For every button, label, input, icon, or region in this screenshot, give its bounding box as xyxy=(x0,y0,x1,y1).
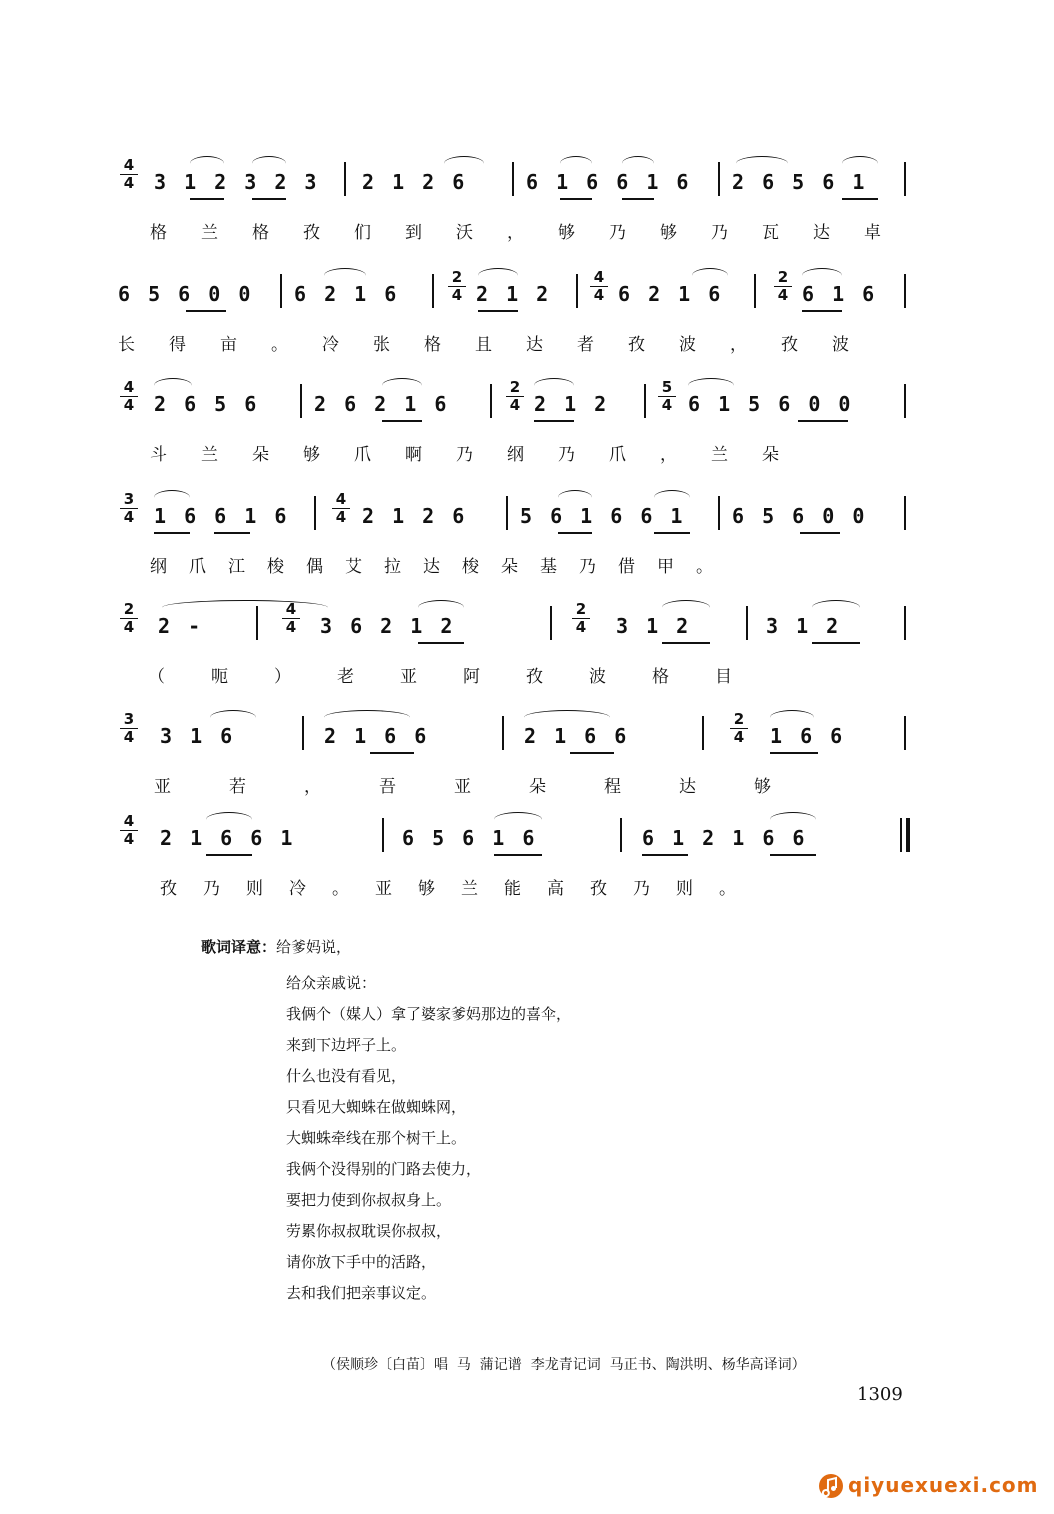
slur xyxy=(190,156,224,171)
translation-line: 来到下边坪子上。 xyxy=(286,1036,407,1054)
measure: 6 5 6 0 0 xyxy=(732,504,868,528)
slur xyxy=(558,490,592,505)
time-signature: $\frac{4}{4}$ xyxy=(120,814,138,847)
slur xyxy=(802,268,842,283)
notes-line xyxy=(118,156,918,212)
underline xyxy=(622,198,654,200)
measure: 2 6 5 6 1 xyxy=(732,170,868,194)
measure: 6 2 1 6 xyxy=(618,282,724,306)
underline xyxy=(570,752,614,754)
slur xyxy=(654,490,690,505)
underline xyxy=(186,310,226,312)
slur xyxy=(534,378,574,393)
lyric-line: 长得亩。冷张格且达者孜波，孜波 xyxy=(118,335,883,355)
underline xyxy=(560,198,592,200)
slur xyxy=(154,378,192,393)
slur xyxy=(524,710,610,725)
measure: 6 1 5 6 0 0 xyxy=(688,392,854,416)
slur xyxy=(736,156,788,171)
measure: 6 1 2 1 6 6 xyxy=(642,826,808,850)
slur xyxy=(154,490,190,505)
slur xyxy=(382,378,422,393)
measure: 2 1 6 6 1 xyxy=(160,826,296,850)
slur xyxy=(324,268,366,283)
lyric-line: 格兰格孜们到沃，够乃够乃瓦达卓 xyxy=(150,223,915,243)
slur xyxy=(494,812,542,827)
underline xyxy=(206,854,252,856)
notes-line xyxy=(118,600,918,656)
time-signature: $\frac{4}{4}$ xyxy=(332,492,350,525)
underline xyxy=(642,854,688,856)
slur xyxy=(478,268,518,283)
time-signature: $\frac{3}{4}$ xyxy=(120,492,138,525)
barline xyxy=(904,274,906,308)
measure: 2 1 2 6 xyxy=(362,170,468,194)
underline xyxy=(802,310,842,312)
barline xyxy=(314,496,316,530)
measure: 6 1 6 xyxy=(802,282,878,306)
translation-label: 歌词译意： xyxy=(201,938,277,956)
underline xyxy=(382,420,422,422)
slur xyxy=(206,812,252,827)
notes-line xyxy=(118,268,918,324)
translation-line: 只看见大蜘蛛在做蜘蛛网， xyxy=(286,1098,467,1116)
barline xyxy=(550,606,552,640)
underline xyxy=(478,310,518,312)
time-signature: $\frac{2}{4}$ xyxy=(448,270,466,303)
notes-line xyxy=(118,812,918,868)
barline xyxy=(344,162,346,196)
final-barline xyxy=(900,818,902,852)
slur xyxy=(662,600,710,615)
underline xyxy=(190,198,224,200)
page-number: 1309 xyxy=(857,1384,903,1405)
time-signature: $\frac{4}{4}$ xyxy=(120,158,138,191)
score-row-1 xyxy=(0,156,1054,266)
translation-line: 什么也没有看见， xyxy=(286,1067,407,1085)
barline xyxy=(576,274,578,308)
translation-line: 请你放下手中的活路， xyxy=(286,1253,437,1271)
time-signature: $\frac{2}{4}$ xyxy=(730,712,748,745)
lyric-line: 孜乃则冷。亚够兰能高孜乃则。 xyxy=(160,879,762,899)
measure: 2 1 2 xyxy=(534,392,610,416)
measure: 6 5 6 0 0 xyxy=(118,282,254,306)
barline xyxy=(754,274,756,308)
lyric-line: 亚若，吾亚朵程达够 xyxy=(154,777,829,797)
underline xyxy=(418,642,464,644)
measure: 2 6 5 6 xyxy=(154,392,260,416)
barline xyxy=(904,606,906,640)
underline xyxy=(370,752,414,754)
barline xyxy=(620,818,622,852)
measure: 2 1 2 xyxy=(476,282,552,306)
barline xyxy=(490,384,492,418)
barline xyxy=(300,384,302,418)
music-note-icon xyxy=(818,1473,844,1499)
slur xyxy=(324,710,410,725)
translation-line: 我俩个没得别的门路去使力， xyxy=(286,1160,482,1178)
barline xyxy=(280,274,282,308)
translation-line: 大蜘蛛牵线在那个树干上。 xyxy=(286,1129,467,1147)
score-row-3 xyxy=(0,378,1054,488)
translation-line: 劳累你叔叔耽误你叔叔， xyxy=(286,1222,452,1240)
score-row-7 xyxy=(0,812,1054,922)
barline xyxy=(502,716,504,750)
time-signature: $\frac{2}{4}$ xyxy=(120,602,138,635)
underline xyxy=(252,198,286,200)
underline xyxy=(154,532,190,534)
barline xyxy=(512,162,514,196)
barline xyxy=(644,384,646,418)
slur xyxy=(444,156,484,171)
barline xyxy=(718,162,720,196)
slur xyxy=(842,156,878,171)
measure: 3 1 6 xyxy=(160,724,236,748)
measure: 2 6 2 1 6 xyxy=(314,392,450,416)
time-signature: $\frac{3}{4}$ xyxy=(120,712,138,745)
slur xyxy=(560,156,592,171)
notes-line xyxy=(118,710,918,766)
barline xyxy=(382,818,384,852)
slur xyxy=(622,156,654,171)
measure: 1 6 6 xyxy=(770,724,846,748)
underline xyxy=(494,854,542,856)
barline xyxy=(904,716,906,750)
measure: 6 5 6 1 6 xyxy=(402,826,538,850)
translation-line: 给众亲戚说： xyxy=(286,974,377,992)
measure: 2 1 6 6 xyxy=(524,724,630,748)
credits: （侯顺珍〔白苗〕唱 马 蒲记谱 李龙青记词 马正书、陶洪明、杨华高译词） xyxy=(322,1357,806,1373)
underline xyxy=(534,420,574,422)
underline xyxy=(662,642,710,644)
measure: 6 1 6 6 1 6 xyxy=(526,170,692,194)
underline xyxy=(842,198,878,200)
notes-line xyxy=(118,490,918,546)
translation-line: 要把力使到你叔叔身上。 xyxy=(286,1191,452,1209)
translation-line: 去和我们把亲事议定。 xyxy=(286,1284,437,1302)
slur xyxy=(812,600,860,615)
underline xyxy=(812,642,860,644)
underline xyxy=(654,532,690,534)
barline xyxy=(718,496,720,530)
underline xyxy=(770,752,818,754)
barline xyxy=(506,496,508,530)
time-signature: $\frac{4}{4}$ xyxy=(282,602,300,635)
underline xyxy=(558,532,592,534)
watermark-text: qiyuexuexi.com xyxy=(848,1473,1039,1497)
underline xyxy=(798,420,848,422)
underline xyxy=(770,854,816,856)
measure: 3 6 2 1 2 xyxy=(320,614,456,638)
barline xyxy=(432,274,434,308)
score-row-2 xyxy=(0,268,1054,378)
time-signature: $\frac{4}{4}$ xyxy=(590,270,608,303)
measure: 2 1 6 6 xyxy=(324,724,430,748)
slur xyxy=(688,378,734,393)
barline xyxy=(904,496,906,530)
barline xyxy=(702,716,704,750)
slur xyxy=(162,600,328,615)
time-signature: $\frac{2}{4}$ xyxy=(506,380,524,413)
barline xyxy=(904,384,906,418)
score-row-4 xyxy=(0,490,1054,600)
measure: 6 2 1 6 xyxy=(294,282,400,306)
measure: 2 - xyxy=(158,614,204,638)
time-signature: $\frac{4}{4}$ xyxy=(120,380,138,413)
measure: 1 6 6 1 6 xyxy=(154,504,290,528)
barline xyxy=(746,606,748,640)
lyric-line: 纲爪江梭偶艾拉达梭朵基乃借甲。 xyxy=(150,557,735,577)
measure: 5 6 1 6 6 1 xyxy=(520,504,686,528)
measure: 3 1 2 xyxy=(616,614,692,638)
time-signature: $\frac{2}{4}$ xyxy=(572,602,590,635)
score-row-5 xyxy=(0,600,1054,710)
lyric-line: 斗兰朵够爪啊乃纲乃爪，兰朵 xyxy=(150,445,813,465)
time-signature: $\frac{2}{4}$ xyxy=(774,270,792,303)
time-signature: $\frac{5}{4}$ xyxy=(658,380,676,413)
watermark xyxy=(818,1471,1039,1501)
translation-line: 给爹妈说， xyxy=(276,938,352,956)
slur xyxy=(770,710,814,725)
barline xyxy=(302,716,304,750)
underline xyxy=(800,532,840,534)
measure: 2 1 2 6 xyxy=(362,504,468,528)
measure: 3 1 2 3 2 3 xyxy=(154,170,320,194)
lyric-line: （呃）老亚阿孜波格目 xyxy=(148,667,778,687)
measure: 3 1 2 xyxy=(766,614,842,638)
slur xyxy=(210,710,256,725)
barline xyxy=(904,162,906,196)
translation-line: 我俩个（媒人）拿了婆家爹妈那边的喜伞， xyxy=(286,1005,572,1023)
notes-line xyxy=(118,378,918,434)
score-row-6 xyxy=(0,710,1054,820)
underline xyxy=(214,532,250,534)
translation-lines xyxy=(286,968,571,1309)
slur xyxy=(770,812,816,827)
slur xyxy=(418,600,464,615)
slur xyxy=(252,156,286,171)
slur xyxy=(692,268,728,283)
